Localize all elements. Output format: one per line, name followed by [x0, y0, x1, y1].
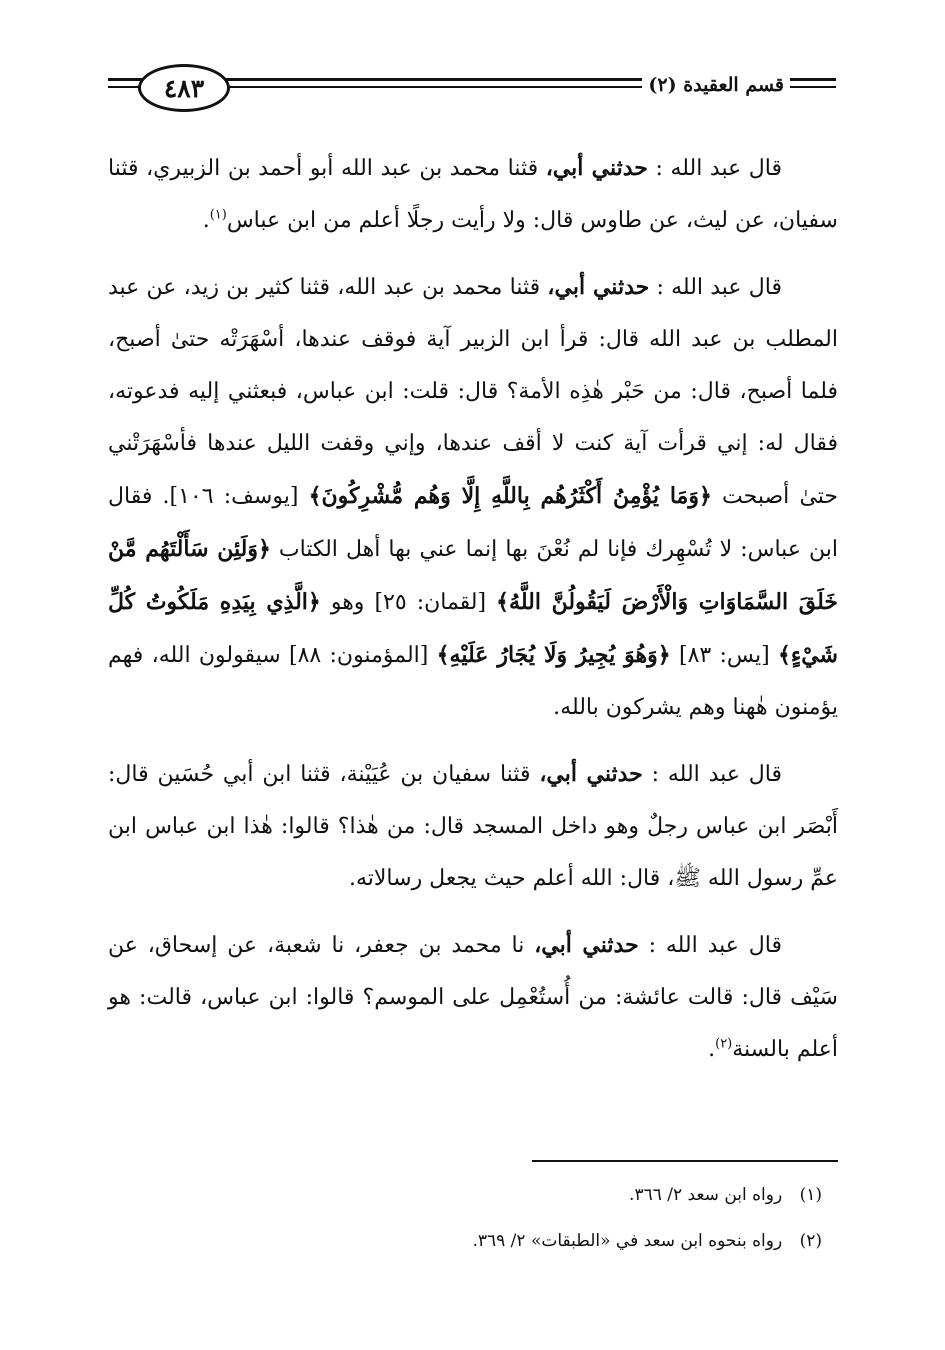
footnote-text: رواه ابن سعد ٢/ ٣٦٦.: [629, 1185, 783, 1205]
paragraph-text: نا محمد بن جعفر، نا شعبة، عن إسحاق، عن سَيْف قال: قالت عائشة: من أُستُعْمِل على الموسم؟ قالوا: ابن عباس، قالت: هو أعلم بالسنة: [108, 933, 838, 1062]
paragraph-3: [108, 748, 838, 905]
page-header: [108, 62, 836, 118]
paragraph-text: [يوسف: ١٠٦]. فقال ابن عباس: لا تُسْهِرك فإنا لم نُعْنَ بها إنما عني بها أهل الكتاب: [108, 484, 838, 562]
footnote-number: (٢): [799, 1231, 822, 1251]
header-rule-left-bottom: [108, 86, 142, 88]
page-number: ٤٨٣: [163, 73, 205, 103]
footnote-ref[interactable]: (١): [209, 207, 227, 223]
paragraph-text: [لقمان: ٢٥] وهو: [330, 590, 487, 615]
footnote-text: رواه بنحوه ابن سعد في «الطبقات» ٢/ ٣٦٩.: [472, 1231, 783, 1251]
quran-verse: ﴿وَمَا يُؤْمِنُ أَكْثَرُهُم بِاللَّهِ إِلَّا وَهُم مُّشْرِكُونَ﴾: [308, 483, 712, 509]
paragraph-intro: قال عبد الله :: [651, 762, 783, 787]
footnote-ref[interactable]: (٢): [715, 1036, 733, 1052]
page-number-badge: [138, 64, 230, 112]
header-rule-left-top: [108, 78, 142, 81]
paragraph-4: [108, 919, 838, 1076]
paragraph-end: .: [202, 208, 210, 233]
footnote-2: [108, 1218, 838, 1264]
paragraph-speaker: حدثني أبي،: [534, 932, 639, 958]
paragraph-intro: قال عبد الله :: [648, 933, 783, 958]
footnote-number: (١): [799, 1185, 822, 1205]
paragraph-speaker: حدثني أبي،: [547, 274, 650, 300]
footnote-divider: [532, 1160, 838, 1162]
footnotes: [108, 1172, 838, 1264]
paragraph-intro: قال عبد الله :: [655, 156, 782, 181]
paragraph-text: قثنا محمد بن عبد الله أبو أحمد بن الزبيري، قثنا سفيان، عن ليث، عن طاوس قال: ولا رأيت رجلًا أعلم من ابن عباس: [108, 156, 838, 233]
paragraph-text: قثنا محمد بن عبد الله، قثنا كثير بن زيد، عن عبد المطلب بن عبد الله قال: قرأ ابن الزبير آية فوقف عندها، أسْهَرَتْه حتىٰ أصبح، فلما أصبح، قال: من حَبْر هٰذِه الأمة؟ قال: قلت: ابن عباس، فبعثني إليه فدعوته، فقال له: إني قرأت آية كنت لا أقف عندها، وإني وقفت الليل عندها فأسْهَرَتْني حتىٰ أصبحت: [108, 275, 839, 509]
section-title: قسم العقيدة (٢): [642, 74, 790, 96]
quran-verse: ﴿الَّذِي بِيَدِهِ مَلَكُوتُ كُلِّ شَيْءٍ﴾: [108, 589, 838, 668]
paragraph-speaker: حدثني أبي،: [545, 155, 648, 181]
main-text: [108, 142, 838, 1090]
paragraph-speaker: حدثني أبي،: [539, 761, 643, 787]
footnote-1: [108, 1172, 838, 1218]
paragraph-1: [108, 142, 838, 247]
paragraph-end: .: [708, 1037, 716, 1062]
paragraph-intro: قال عبد الله :: [656, 275, 783, 300]
quran-verse: ﴿وَلَئِن سَأَلْتَهُم مَّنْ خَلَقَ السَّمَاوَاتِ وَالْأَرْضَ لَيَقُولُنَّ اللَّهُ﴾: [108, 536, 839, 615]
paragraph-2: [108, 261, 838, 734]
paragraph-text: قثنا سفيان بن عُيَيْنة، قثنا ابن أبي حُسَين قال: أَبْصَر ابن عباس رجلٌ وهو داخل المسجد قال: من هٰذا؟ قالوا: هٰذا ابن عباس ابن عمِّ رسول الله ﷺ، قال: الله أعلم حيث يجعل رسالاته.: [108, 762, 838, 891]
paragraph-text: [المؤمنون: ٨٨] سيقولون الله، فهم يؤمنون هٰهنا وهم يشركون بالله.: [108, 643, 838, 720]
quran-verse: ﴿وَهُوَ يُجِيرُ وَلَا يُجَارُ عَلَيْهِ﴾: [436, 642, 671, 668]
paragraph-text: [يس: ٨٣]: [678, 643, 770, 668]
